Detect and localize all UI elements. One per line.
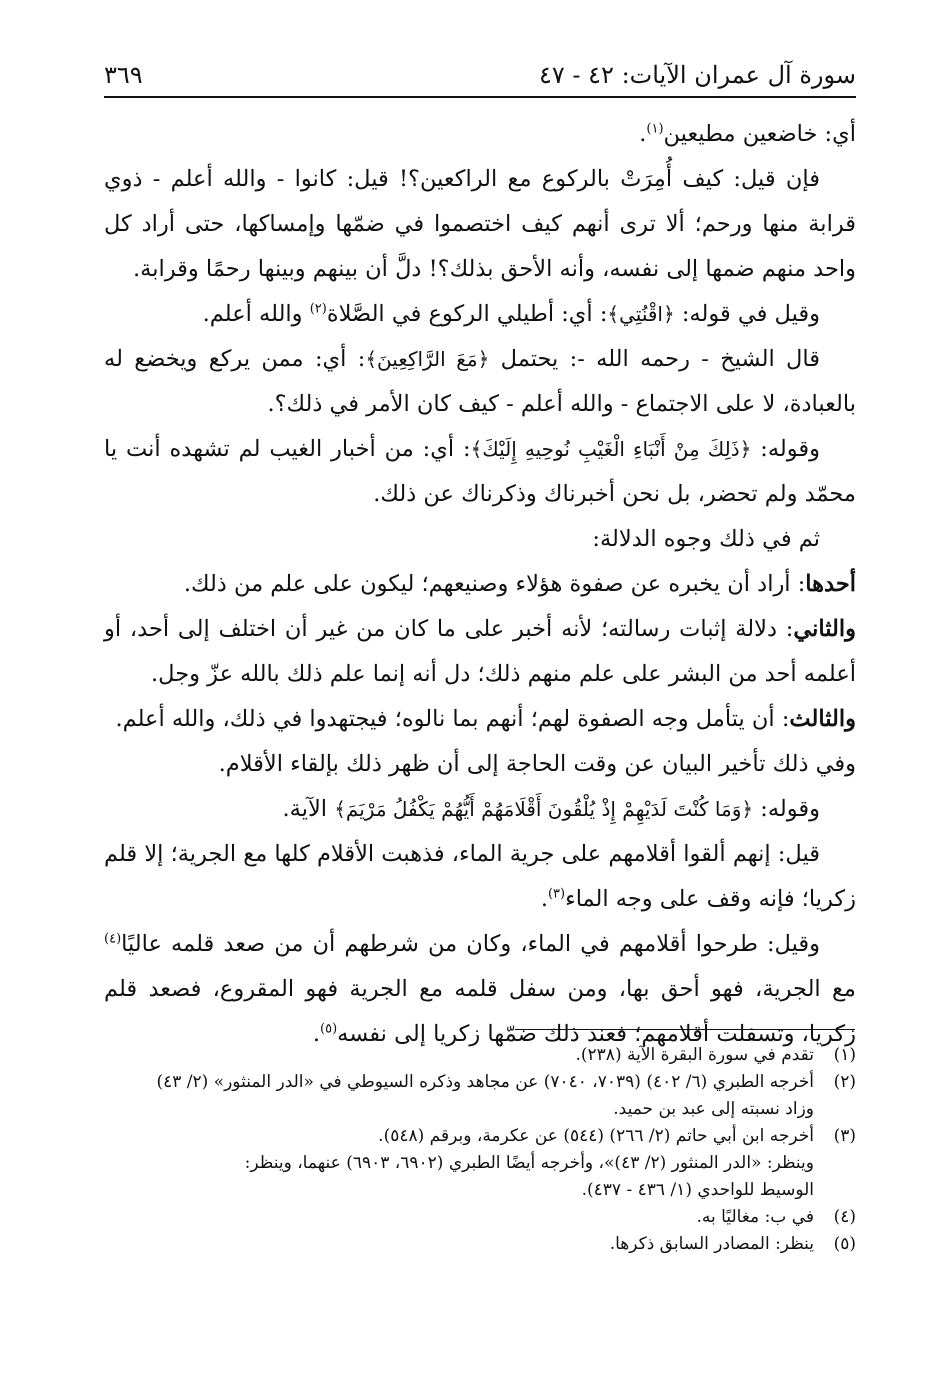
footnote-number: (٥) (833, 1234, 856, 1254)
quran-quote: ﴿ذَلِكَ مِنْ أَنْبَاءِ الْغَيْبِ نُوحِيهِ إِلَيْكَ﴾ (470, 437, 752, 461)
main-text (104, 112, 856, 1057)
footnote-ref-3[interactable]: (٣) (547, 886, 566, 902)
header-title: سورة آل عمران الآيات: ٤٢ - ٤٧ (539, 61, 856, 89)
running-header (104, 55, 856, 95)
footnote-text: تقدم في سورة البقرة الآية (٢٣٨). (575, 1045, 814, 1065)
header-divider (104, 96, 856, 98)
footnote-divider (515, 1029, 855, 1030)
footnote-3-continued: الوسيط للواحدي (١/ ٤٣٦ - ٤٣٧). (581, 1180, 814, 1200)
footnote-number: (١) (833, 1045, 856, 1065)
footnote-number: (٣) (833, 1126, 856, 1146)
paragraph-5: وقوله: ﴿ذَلِكَ مِنْ أَنْبَاءِ الْغَيْبِ نُوحِيهِ إِلَيْكَ﴾: أي: من أخبار الغيب لم تشهده أنت يا محمّد ولم تحضر، بل نحن أخبرناك وذكرناك عن ذلك. (104, 436, 856, 507)
paragraph-10: وفي ذلك تأخير البيان عن وقت الحاجة إلى أن ظهر ذلك بإلقاء الأقلام. (218, 751, 856, 777)
paragraph-9: والثالث: أن يتأمل وجه الصفوة لهم؛ أنهم بما نالوه؛ فيجتهدوا في ذلك، والله أعلم. (115, 706, 856, 732)
paragraph-1: أي: خاضعين مطيعين$^{(١)}$. (639, 121, 856, 147)
paragraph-2: فإن قيل: كيف أُمِرَتْ بالركوع مع الراكعين؟! قيل: كانوا - والله أعلم - ذوي قرابة منها ورحم؛ ألا ترى أنهم كيف اختصموا في ضمّها وإمساكها، حتى أراد كل واحد منهم ضمها إلى نفسه، وأنه الأحق بذلك؟! دلَّ أن بينهم وبينها رحمًا وقرابة. (104, 166, 856, 282)
quran-quote: ﴿مَعَ الرَّاكِعِينَ﴾ (365, 347, 490, 371)
footnote-3 (104, 1123, 856, 1150)
paragraph-13: وقيل: طرحوا أقلامهم في الماء، وكان من شرطهم أن من صعد قلمه عاليًا$^{(٤)}$ مع الجرية، فهو أحق بها، ومن سفل قلمه مع الجرية فهو المقروع، فصعد قلم زكريا، وتسفلت أقلامهم؛ فعند ذلك ضمّها زكريا إلى نفسه$^{(٥)}$. (104, 931, 856, 1047)
footnote-4 (104, 1204, 856, 1231)
footnote-ref-1[interactable]: (١) (646, 121, 664, 137)
footnote-text: ينظر: المصادر السابق ذكرها. (609, 1234, 814, 1254)
page-number: ٣٦٩ (104, 61, 143, 89)
footnote-2-continued: وزاد نسبته إلى عبد بن حميد. (613, 1099, 814, 1119)
footnote-ref-4[interactable]: (٤) (104, 931, 122, 947)
point-label: والثالث (789, 706, 856, 732)
footnote-text: في ب: مغاليًا به. (696, 1207, 814, 1227)
paragraph-6: ثم في ذلك وجوه الدلالة: (592, 526, 820, 552)
paragraph-11: وقوله: ﴿وَمَا كُنْتَ لَدَيْهِمْ إِذْ يُلْقُونَ أَقْلَامَهُمْ أَيُّهُمْ يَكْفُلُ مَرْيَمَ﴾ الآية. (282, 796, 820, 822)
footnote-text: أخرجه ابن أبي حاتم (٢/ ٢٦٦) (٥٤٤) عن عكرمة، وبرقم (٥٤٨). (378, 1126, 814, 1146)
footnotes (104, 1042, 856, 1258)
footnote-2 (104, 1069, 856, 1096)
quran-quote: ﴿اقْنُتِي﴾ (607, 302, 675, 326)
footnote-5 (104, 1231, 856, 1258)
paragraph-4: قال الشيخ - رحمه الله -: يحتمل ﴿مَعَ الرَّاكِعِينَ﴾: أي: ممن يركع ويخضع له بالعبادة، لا على الاجتماع - والله أعلم - كيف كان الأمر في ذلك؟. (104, 346, 856, 417)
footnote-number: (٢) (833, 1072, 856, 1092)
paragraph-12: قيل: إنهم ألقوا أقلامهم على جرية الماء، فذهبت الأقلام كلها مع الجرية؛ إلا قلم زكريا؛ فإنه وقف على وجه الماء$^{(٣)}$. (104, 841, 856, 912)
footnote-ref-5[interactable]: (٥) (320, 1021, 338, 1037)
point-label: أحدها (805, 571, 856, 597)
paragraph-8: والثاني: دلالة إثبات رسالته؛ لأنه أخبر على ما كان من غير أن اختلف إلى أحد، أو أعلمه أحد من البشر على علم منهم ذلك؛ دل أنه إنما علم ذلك بالله عزّ وجل. (104, 616, 856, 687)
point-label: والثاني (793, 616, 856, 642)
footnote-ref-2[interactable]: (٢) (309, 301, 327, 317)
quran-quote: ﴿وَمَا كُنْتَ لَدَيْهِمْ إِذْ يُلْقُونَ أَقْلَامَهُمْ أَيُّهُمْ يَكْفُلُ مَرْيَمَ﴾ (334, 797, 754, 821)
footnote-text: أخرجه الطبري (٦/ ٤٠٢) (٧٠٣٩، ٧٠٤٠) عن مجاهد وذكره السيوطي في «الدر المنثور» (٢/ ٤٣) (156, 1072, 814, 1092)
paragraph-3: وقيل في قوله: ﴿اقْنُتِي﴾: أي: أطيلي الركوع في الصَّلاة$^{(٢)}$ والله أعلم. (202, 301, 820, 327)
paragraph-7: أحدها: أراد أن يخبره عن صفوة هؤلاء وصنيعهم؛ ليكون على علم من ذلك. (183, 571, 856, 597)
footnote-1 (104, 1042, 856, 1069)
footnote-3-continued: وينظر: «الدر المنثور (٢/ ٤٣)»، وأخرجه أيضًا الطبري (٦٩٠٢، ٦٩٠٣) عنهما، وينظر: (244, 1153, 814, 1173)
footnote-number: (٤) (833, 1207, 856, 1227)
